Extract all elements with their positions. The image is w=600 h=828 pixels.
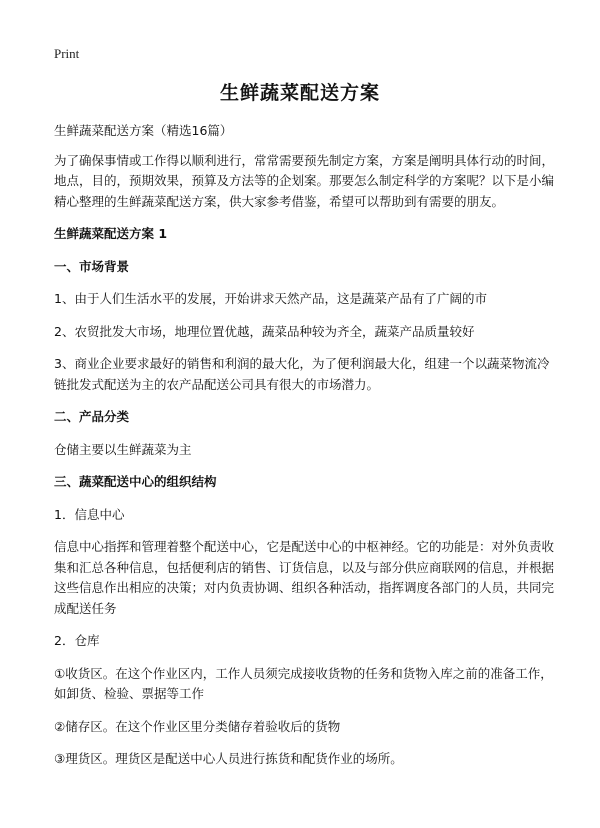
paragraph-6: 信息中心指挥和管理着整个配送中心，它是配送中心的中枢神经。它的功能是：对外负责收集和汇总各种信息，包括便利店的销售、订货信息，以及与部分供应商联网的信息，并根据这些信息作出相应的决策；对内负责协调、组织各种活动，指挥调度各部门的人员，共同完成配送任务 [54,539,555,616]
document-subtitle: 生鲜蔬菜配送方案（精选16篇） [54,123,233,138]
section-title: 生鲜蔬菜配送方案 1 [54,226,168,241]
paragraph-8: ①收货区。在这个作业区内，工作人员须完成接收货物的任务和货物入库之前的准备工作，如卸货、检验、票据等工作 [54,665,553,701]
heading-organization: 三、蔬菜配送中心的组织结构 [54,474,217,489]
paragraph-5: 1．信息中心 [54,506,125,522]
paragraph-1: 1、由于人们生活水平的发展，开始讲求天然产品，这是蔬菜产品有了广阔的市 [54,291,487,306]
document-body [54,121,554,770]
heading-product-category: 二、产品分类 [54,409,130,424]
paragraph-10: ③理货区。理货区是配送中心人员进行拣货和配货作业的场所。 [54,751,403,766]
paragraph-4: 仓储主要以生鲜蔬菜为主 [54,441,192,457]
print-link[interactable]: Print [54,46,80,61]
intro-paragraph: 为了确保事情或工作得以顺利进行，常常需要预先制定方案，方案是阐明具体行动的时间，地点，目的，预期效果，预算及方法等的企划案。那要怎么制定科学的方案呢？以下是小编精心整理的生鲜蔬菜配送方案，供大家参考借鉴，希望可以帮助到有需要的朋友。 [54,152,555,209]
paragraph-7: 2．仓库 [54,633,100,648]
paragraph-9: ②储存区。在这个作业区里分类储存着验收后的货物 [54,718,341,734]
paragraph-3: 3、商业企业要求最好的销售和利润的最大化，为了便利润最大化，组建一个以蔬菜物流冷链批发式配送为主的农产品配送公司具有很大的市场潜力。 [54,356,550,392]
paragraph-2: 2、农贸批发大市场，地理位置优越，蔬菜品种较为齐全，蔬菜产品质量较好 [54,323,475,339]
page-title: 生鲜蔬菜配送方案 [219,82,380,104]
heading-market-background: 一、市场背景 [54,258,130,274]
